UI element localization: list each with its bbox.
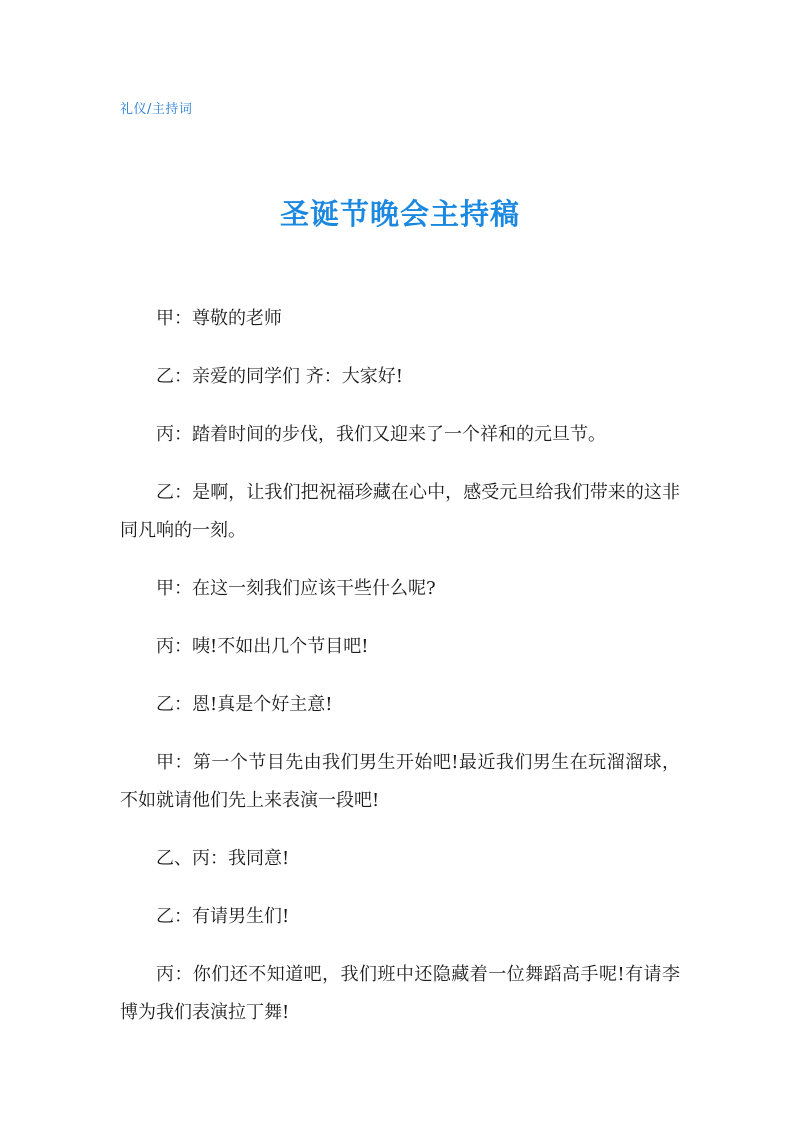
paragraph: 甲：尊敬的老师 [156, 308, 282, 329]
document-body [120, 300, 680, 1052]
paragraph: 乙：是啊，让我们把祝福珍藏在心中，感受元旦给我们带来的这非同凡响的一刻。 [120, 482, 680, 541]
paragraph: 丙：踏着时间的步伐，我们又迎来了一个祥和的元旦节。 [156, 424, 606, 445]
document-title: 圣诞节晚会主持稿 [279, 197, 520, 231]
paragraph: 甲：第一个节目先由我们男生开始吧!最近我们男生在玩溜溜球，不如就请他们先上来表演一段吧! [120, 752, 680, 811]
category-label: 礼仪/主持词 [120, 102, 193, 117]
paragraph: 乙：恩!真是个好主意! [156, 694, 333, 715]
paragraph: 丙：你们还不知道吧，我们班中还隐藏着一位舞蹈高手呢!有请李博为我们表演拉丁舞! [120, 964, 680, 1023]
paragraph: 乙、丙：我同意! [156, 848, 290, 869]
paragraph: 丙：咦!不如出几个节目吧! [156, 636, 369, 657]
paragraph: 乙：亲爱的同学们 齐：大家好! [156, 366, 403, 387]
paragraph: 乙：有请男生们! [156, 906, 290, 927]
paragraph: 甲：在这一刻我们应该干些什么呢? [156, 578, 436, 599]
